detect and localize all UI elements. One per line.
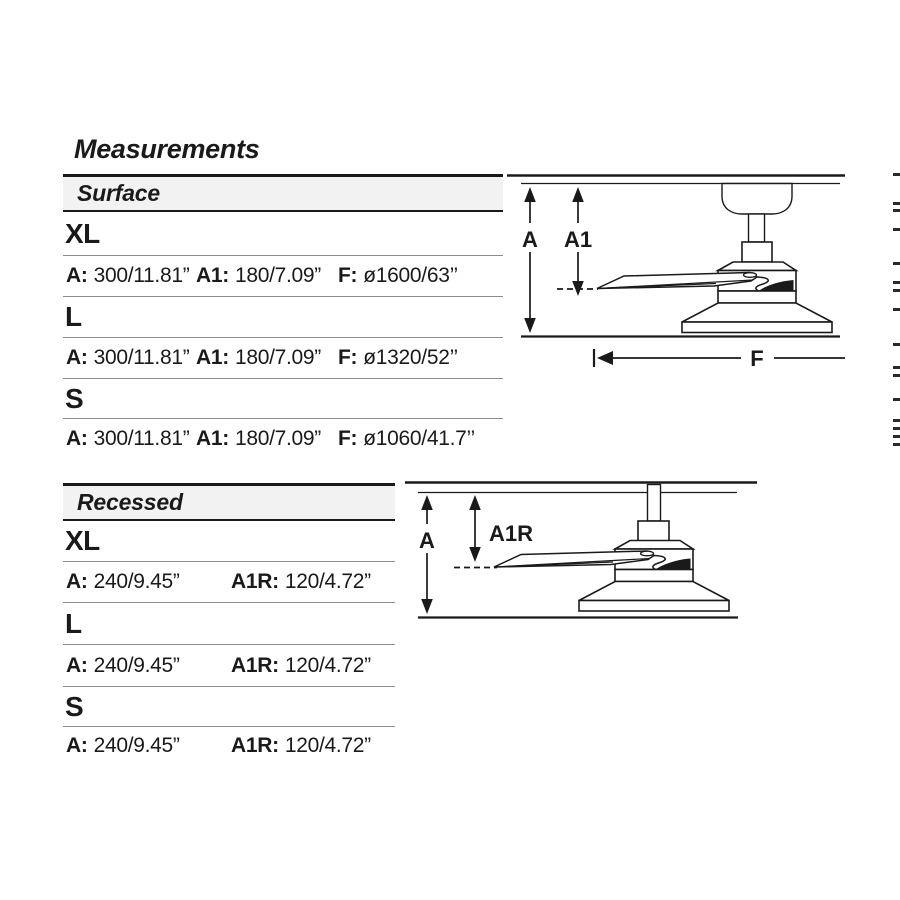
size-label: S — [65, 690, 84, 722]
clipped-edge-artifact — [893, 366, 900, 369]
clipped-edge-artifact — [893, 343, 900, 346]
clipped-edge-artifact — [893, 173, 900, 176]
motor-top — [615, 541, 693, 550]
dimension-label-a: A — [419, 528, 435, 553]
motor-band — [615, 570, 693, 582]
dimension-arrow-a1r — [469, 495, 533, 562]
clipped-edge-artifact — [893, 209, 900, 212]
spec-a1r: A1R: 120/4.72” — [231, 653, 371, 677]
recessed-mount-diagram — [405, 483, 757, 618]
clipped-edge-artifact — [893, 308, 900, 311]
size-label: XL — [65, 217, 100, 249]
spec-a1r: A1R: 120/4.72” — [231, 734, 371, 757]
downrod-coupler — [742, 242, 772, 262]
spec-a: A: 240/9.45” — [66, 570, 180, 593]
size-label: L — [65, 607, 82, 639]
dimension-label-f: F — [750, 346, 764, 371]
dimension-label-a: A — [522, 227, 538, 252]
spec-a1r: A1R: 120/4.72” — [231, 570, 371, 593]
clipped-edge-artifact — [893, 443, 900, 446]
bell-rim — [682, 322, 832, 333]
dimension-arrow-a — [414, 495, 440, 614]
downrod — [648, 485, 661, 522]
canopy — [722, 184, 792, 215]
spec-a1: A1: 180/7.09” — [196, 264, 321, 287]
surface-header-label: Surface — [77, 180, 160, 206]
motor-band — [718, 291, 796, 303]
surface-mount-diagram — [507, 176, 845, 372]
motor-top — [718, 262, 796, 271]
downrod-coupler — [638, 521, 669, 541]
spec-a1: A1: 180/7.09” — [196, 346, 321, 369]
clipped-edge-artifact — [893, 289, 900, 292]
spec-a: A: 300/11.81” — [66, 264, 190, 287]
blade-root-tip — [641, 551, 654, 556]
clipped-edge-artifact — [893, 374, 900, 377]
spec-f: F: ø1060/41.7’’ — [338, 426, 475, 450]
bell-rim — [579, 601, 729, 612]
clipped-edge-artifact — [893, 398, 900, 401]
spec-f: F: ø1600/63’’ — [338, 264, 458, 287]
clipped-edge-artifact — [893, 419, 900, 422]
ceiling-fan-drawing — [494, 485, 729, 612]
size-label: XL — [65, 525, 100, 556]
blade-root-tip — [744, 273, 757, 278]
size-label: L — [65, 301, 82, 332]
dimension-label-a1r: A1R — [489, 521, 534, 546]
clipped-edge-artifact — [893, 281, 900, 284]
page-title: Measurements — [74, 134, 260, 164]
spec-a: A: 300/11.81” — [66, 346, 190, 369]
spec-a: A: 300/11.81” — [66, 426, 190, 450]
recessed-header-label: Recessed — [77, 489, 183, 515]
spec-a: A: 240/9.45” — [66, 734, 180, 757]
spec-f: F: ø1320/52’’ — [338, 346, 458, 369]
dimension-label-a1: A1 — [563, 227, 593, 252]
clipped-edge-artifact — [893, 427, 900, 430]
clipped-edge-artifact — [893, 262, 900, 265]
bell-housing — [579, 582, 729, 601]
spec-a1: A1: 180/7.09” — [196, 426, 321, 450]
ceiling-fan-drawing — [597, 184, 832, 333]
clipped-edge-artifact — [893, 228, 900, 231]
bell-housing — [682, 303, 832, 322]
dimension-arrow-a1 — [558, 187, 599, 296]
dimension-arrow-a — [517, 187, 543, 333]
downrod — [749, 214, 765, 242]
clipped-edge-artifact — [893, 435, 900, 438]
spec-a: A: 240/9.45” — [66, 653, 180, 677]
dimension-arrow-f — [594, 346, 845, 371]
size-label: S — [65, 382, 84, 414]
clipped-edge-artifact — [893, 202, 900, 205]
